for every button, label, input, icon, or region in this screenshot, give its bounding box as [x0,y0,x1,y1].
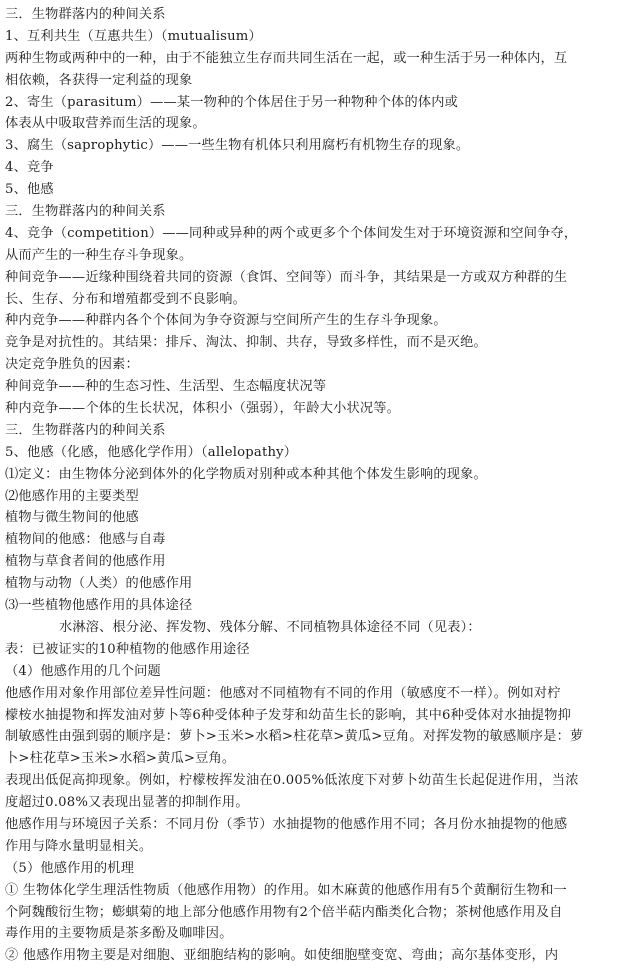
text-line: 体表从中吸取营养而生活的现象。 [5,116,206,132]
text-line: 个阿魏酸衍生物；蟛蜞菊的地上部分他感作用物有2个倍半萜内酯类化合物；茶树他感作用及自 [5,904,563,920]
text-line: 植物与微生物间的他感 [5,510,139,526]
section-heading: 三．生物群落内的种间关系 [5,422,166,438]
text-line: 表现出低促高抑现象。例如，柠檬桉挥发油在0.005%低浓度下对萝卜幼苗生长起促进作用，当浓 [5,773,579,789]
text-line: 度超过0.08%又表现出显著的抑制作用。 [5,795,249,811]
text-line: 长、生存、分布和增殖都受到不良影响。 [5,291,246,307]
item-heading: 1、互利共生（互惠共生）（mutualisum） [5,28,262,44]
text-line: 植物与草食者间的他感作用 [5,554,166,570]
text-line: 他感作用对象作用部位差异性问题：他感对不同植物有不同的作用（敏感度不一样）。例如对柠 [5,685,561,701]
item-heading: 5、他感 [5,182,54,198]
text-line: ② 他感作用物主要是对细胞、亚细胞结构的影响。如使细胞壁变宽、弯曲；高尔基体变形，内 [5,948,559,964]
text-line-indented: 水淋溶、根分泌、挥发物、残体分解、不同植物具体途径不同（见表）： [59,619,481,635]
text-line: 竞争是对抗性的。其结果：排斥、淘汰、抑制、共存，导致多样性，而不是灭绝。 [5,335,487,351]
item-heading: 4、竞争（competition）——同种或异种的两个或更多个个体间发生对于环境资源和空间争夺， [5,225,578,241]
text-line: 檬桉水抽提物和挥发油对萝卜等6种受体种子发芽和幼苗生长的影响，其中6种受体对水抽提物抑 [5,707,572,723]
text-line: ⑶一些植物他感作用的具体途径 [5,598,193,614]
text-line: 种内竞争——种群内各个个体间为争夺资源与空间所产生的生存斗争现象。 [5,313,447,329]
text-line: 从而产生的一种生存斗争现象。 [5,247,193,263]
text-line: 作用与降水量明显相关。 [5,838,153,854]
item-heading: 4、竞争 [5,160,54,176]
text-line: 种内竞争——个体的生长状况，体积小（强弱），年龄大小状况等。 [5,401,401,417]
section-heading: 三．生物群落内的种间关系 [5,204,166,220]
text-line: 制敏感性由强到弱的顺序是：萝卜>玉米>水稻>柱花草>黄瓜>豆角。对挥发物的敏感顺序是：萝 [5,729,584,745]
text-line: 植物间的他感：他感与自毒 [5,532,166,548]
item-heading: 5、他感（化感，他感化学作用）（allelopathy） [5,444,298,460]
text-line: 他感作用与环境因子关系：不同月份（季节）水抽提物的他感作用不同；各月份水抽提物的他感 [5,816,568,832]
text-line: ① 生物体化学生理活性物质（他感作用物）的作用。如木麻黄的他感作用有5个黄酮衍生物和一 [5,882,567,898]
item-heading: （4）他感作用的几个问题 [5,663,161,679]
section-heading: 三．生物群落内的种间关系 [5,7,166,22]
table-caption: 表：已被证实的10种植物的他感作用途径 [5,641,250,657]
text-line: ⑵他感作用的主要类型 [5,488,139,504]
item-heading: （5）他感作用的机理 [5,860,135,876]
text-line: 决定竞争胜负的因素： [5,357,139,373]
text-line: 两种生物或两种中的一种，由于不能独立生存而共同生活在一起，或一种生活于另一种体内，互 [5,50,568,66]
text-line: 植物与动物（人类）的他感作用 [5,576,193,592]
text-line: 种间竞争——近缘种围绕着共同的资源（食饵、空间等）而斗争，其结果是一方或双方种群的生 [5,269,568,285]
item-heading: 2、寄生（parasitum）——某一物种的个体居住于另一种物种个体的体内或 [5,94,458,110]
item-heading: 3、腐生（saprophytic）——一些生物有机体只利用腐朽有机物生存的现象。 [5,138,470,154]
text-line: 毒作用的主要物质是茶多酚及咖啡因。 [5,926,233,942]
text-line: 卜>柱花草>玉米>水稻>黄瓜>豆角。 [5,751,236,767]
text-line: 相依赖，各获得一定利益的现象 [5,72,193,88]
text-line: ⑴定义：由生物体分泌到体外的化学物质对别种或本种其他个体发生影响的现象。 [5,466,487,482]
text-line: 种间竞争——种的生态习性、生活型、生态幅度状况等 [5,379,327,395]
